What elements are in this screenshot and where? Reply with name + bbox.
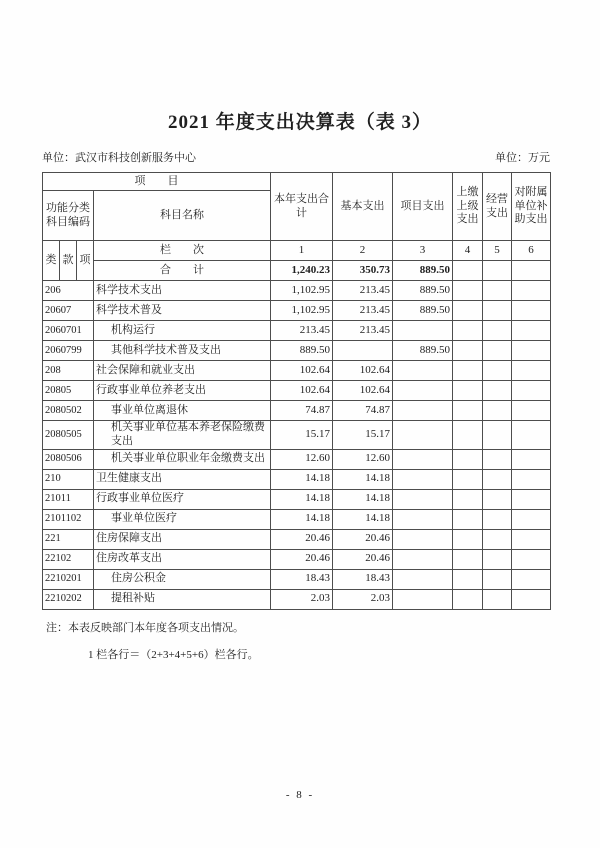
- col-header-project-expenditure: 项目支出: [393, 173, 453, 241]
- total-value-cell: [453, 261, 483, 281]
- value-cell: [453, 529, 483, 549]
- header-row-index: [43, 241, 551, 261]
- value-cell: 102.64: [271, 381, 333, 401]
- subject-name-cell: 科学技术普及: [94, 301, 271, 321]
- value-cell: 14.18: [333, 489, 393, 509]
- function-code-cell: 2080502: [43, 401, 94, 421]
- column-index-3: 3: [393, 241, 453, 261]
- subject-name-cell: 机构运行: [94, 321, 271, 341]
- value-cell: [393, 469, 453, 489]
- table-row: [43, 589, 551, 609]
- value-cell: [512, 569, 551, 589]
- column-index-4: 4: [453, 241, 483, 261]
- function-code-cell: 2080506: [43, 449, 94, 469]
- value-cell: [512, 421, 551, 450]
- value-cell: 889.50: [393, 281, 453, 301]
- value-cell: [512, 321, 551, 341]
- value-cell: 15.17: [271, 421, 333, 450]
- value-cell: 102.64: [271, 361, 333, 381]
- page-number: - 8 -: [285, 789, 315, 801]
- subject-name-header: 科目名称: [94, 191, 271, 241]
- value-cell: [393, 401, 453, 421]
- table-row: [43, 489, 551, 509]
- value-cell: [483, 469, 512, 489]
- value-cell: [453, 489, 483, 509]
- value-cell: [483, 421, 512, 450]
- function-code-cell: 2210202: [43, 589, 94, 609]
- table-row: [43, 381, 551, 401]
- value-cell: [393, 509, 453, 529]
- value-cell: [453, 549, 483, 569]
- value-cell: 14.18: [333, 469, 393, 489]
- subject-name-cell: 卫生健康支出: [94, 469, 271, 489]
- value-cell: [512, 509, 551, 529]
- note-line-1: 注：本表反映部门本年度各项支出情况。: [46, 621, 244, 634]
- column-index-label: 栏 次: [94, 241, 271, 261]
- total-value-cell: [512, 261, 551, 281]
- table-row: [43, 449, 551, 469]
- function-code-cell: 21011: [43, 489, 94, 509]
- value-cell: [453, 341, 483, 361]
- currency-unit-label: 单位：万元: [495, 152, 550, 164]
- value-cell: [512, 361, 551, 381]
- value-cell: 14.18: [333, 509, 393, 529]
- table-row: [43, 529, 551, 549]
- col-header-total-expenditure: 本年支出合计: [271, 173, 333, 241]
- value-cell: 889.50: [271, 341, 333, 361]
- value-cell: 18.43: [333, 569, 393, 589]
- section-label: 款: [60, 241, 77, 281]
- function-code-cell: 22102: [43, 549, 94, 569]
- value-cell: 12.60: [271, 449, 333, 469]
- value-cell: 213.45: [333, 281, 393, 301]
- value-cell: 20.46: [271, 549, 333, 569]
- value-cell: 102.64: [333, 381, 393, 401]
- table-row: [43, 549, 551, 569]
- total-row: [43, 261, 551, 281]
- value-cell: [483, 449, 512, 469]
- value-cell: [512, 589, 551, 609]
- value-cell: 18.43: [271, 569, 333, 589]
- function-code-cell: 2080505: [43, 421, 94, 450]
- col-header-upturned-expenditure: 上缴上级支出: [453, 173, 483, 241]
- value-cell: [512, 489, 551, 509]
- value-cell: 14.18: [271, 469, 333, 489]
- function-code-cell: 2101102: [43, 509, 94, 529]
- value-cell: 15.17: [333, 421, 393, 450]
- subject-name-cell: 住房改革支出: [94, 549, 271, 569]
- value-cell: [483, 401, 512, 421]
- value-cell: 20.46: [333, 529, 393, 549]
- value-cell: 213.45: [333, 321, 393, 341]
- subject-name-cell: 机关事业单位职业年金缴费支出: [94, 449, 271, 469]
- function-code-header: 功能分类科目编码: [43, 191, 94, 241]
- value-cell: [393, 449, 453, 469]
- subject-name-cell: 事业单位医疗: [94, 509, 271, 529]
- function-code-cell: 2210201: [43, 569, 94, 589]
- value-cell: [512, 549, 551, 569]
- value-cell: [393, 321, 453, 341]
- subject-name-cell: 提租补贴: [94, 589, 271, 609]
- column-index-5: 5: [483, 241, 512, 261]
- subject-name-cell: 其他科学技术普及支出: [94, 341, 271, 361]
- table-row: [43, 341, 551, 361]
- value-cell: 2.03: [271, 589, 333, 609]
- total-value-cell: 350.73: [333, 261, 393, 281]
- value-cell: [512, 341, 551, 361]
- value-cell: 102.64: [333, 361, 393, 381]
- value-cell: [453, 321, 483, 341]
- value-cell: [393, 361, 453, 381]
- col-header-subsidy-expenditure: 对附属单位补助支出: [512, 173, 551, 241]
- value-cell: [512, 401, 551, 421]
- function-code-cell: 20805: [43, 381, 94, 401]
- value-cell: [483, 281, 512, 301]
- function-code-cell: 208: [43, 361, 94, 381]
- value-cell: [483, 301, 512, 321]
- value-cell: [483, 569, 512, 589]
- value-cell: [483, 509, 512, 529]
- header-row-project: [43, 173, 551, 191]
- column-index-1: 1: [271, 241, 333, 261]
- value-cell: [483, 381, 512, 401]
- subject-name-cell: 住房保障支出: [94, 529, 271, 549]
- value-cell: 14.18: [271, 509, 333, 529]
- value-cell: 74.87: [333, 401, 393, 421]
- table-row: [43, 281, 551, 301]
- value-cell: [453, 401, 483, 421]
- column-index-6: 6: [512, 241, 551, 261]
- subject-name-cell: 机关事业单位基本养老保险缴费支出: [94, 421, 271, 450]
- table-row: [43, 469, 551, 489]
- value-cell: [453, 449, 483, 469]
- value-cell: [512, 529, 551, 549]
- function-code-cell: 210: [43, 469, 94, 489]
- value-cell: [453, 421, 483, 450]
- value-cell: 20.46: [271, 529, 333, 549]
- function-code-cell: 2060799: [43, 341, 94, 361]
- function-code-cell: 20607: [43, 301, 94, 321]
- value-cell: [453, 469, 483, 489]
- value-cell: [393, 569, 453, 589]
- table-body: [43, 281, 551, 610]
- subject-name-cell: 事业单位离退休: [94, 401, 271, 421]
- value-cell: [483, 549, 512, 569]
- value-cell: [483, 361, 512, 381]
- value-cell: [512, 281, 551, 301]
- value-cell: [393, 549, 453, 569]
- value-cell: 1,102.95: [271, 281, 333, 301]
- value-cell: [512, 381, 551, 401]
- value-cell: 889.50: [393, 341, 453, 361]
- function-code-cell: 221: [43, 529, 94, 549]
- value-cell: [453, 281, 483, 301]
- value-cell: 213.45: [333, 301, 393, 321]
- total-value-cell: 1,240.23: [271, 261, 333, 281]
- value-cell: [393, 381, 453, 401]
- item-label: 项: [77, 241, 94, 281]
- value-cell: [512, 469, 551, 489]
- value-cell: [453, 509, 483, 529]
- subject-name-cell: 住房公积金: [94, 569, 271, 589]
- unit-info-row: [42, 149, 550, 165]
- subject-name-cell: 行政事业单位养老支出: [94, 381, 271, 401]
- value-cell: 74.87: [271, 401, 333, 421]
- subject-name-cell: 社会保障和就业支出: [94, 361, 271, 381]
- table-row: [43, 509, 551, 529]
- value-cell: [393, 529, 453, 549]
- value-cell: [393, 421, 453, 450]
- table-row: [43, 361, 551, 381]
- column-index-2: 2: [333, 241, 393, 261]
- subject-name-cell: 科学技术支出: [94, 281, 271, 301]
- value-cell: [483, 341, 512, 361]
- table-row: [43, 301, 551, 321]
- value-cell: 20.46: [333, 549, 393, 569]
- value-cell: [483, 529, 512, 549]
- value-cell: 12.60: [333, 449, 393, 469]
- value-cell: [453, 361, 483, 381]
- col-header-operating-expenditure: 经营支出: [483, 173, 512, 241]
- function-code-cell: 206: [43, 281, 94, 301]
- value-cell: 2.03: [333, 589, 393, 609]
- table-row: [43, 421, 551, 450]
- page-title: 2021 年度支出决算表（表 3）: [167, 112, 432, 133]
- col-header-basic-expenditure: 基本支出: [333, 173, 393, 241]
- value-cell: 1,102.95: [271, 301, 333, 321]
- note-line-2: 1 栏各行＝（2+3+4+5+6）栏各行。: [88, 648, 259, 661]
- table-row: [43, 321, 551, 341]
- value-cell: [512, 301, 551, 321]
- value-cell: [483, 589, 512, 609]
- value-cell: [333, 341, 393, 361]
- function-code-cell: 2060701: [43, 321, 94, 341]
- class-label: 类: [43, 241, 60, 281]
- value-cell: 213.45: [271, 321, 333, 341]
- total-value-cell: [483, 261, 512, 281]
- value-cell: [483, 489, 512, 509]
- total-value-cell: 889.50: [393, 261, 453, 281]
- value-cell: [393, 489, 453, 509]
- value-cell: [453, 589, 483, 609]
- value-cell: [453, 569, 483, 589]
- table-row: [43, 401, 551, 421]
- value-cell: [453, 381, 483, 401]
- value-cell: [393, 589, 453, 609]
- subject-name-cell: 行政事业单位医疗: [94, 489, 271, 509]
- value-cell: 889.50: [393, 301, 453, 321]
- total-label-cell: 合 计: [94, 261, 271, 281]
- project-header: 项 目: [43, 173, 271, 191]
- value-cell: 14.18: [271, 489, 333, 509]
- unit-name-label: 单位：武汉市科技创新服务中心: [42, 152, 196, 164]
- expenditure-table: [42, 172, 551, 610]
- value-cell: [512, 449, 551, 469]
- table-row: [43, 569, 551, 589]
- value-cell: [483, 321, 512, 341]
- value-cell: [453, 301, 483, 321]
